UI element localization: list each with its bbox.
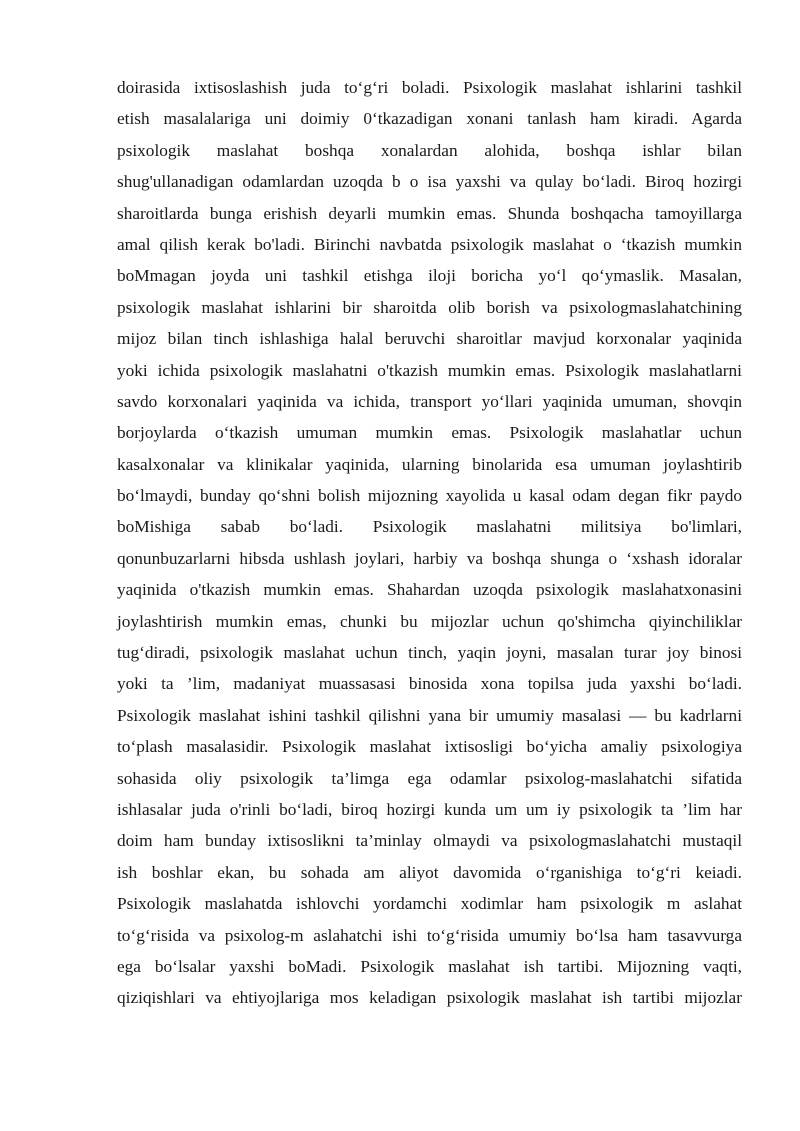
body-text <box>117 72 742 1014</box>
text-line: ega bo‘lsalar yaxshi boMadi. Psixologik maslahat ish tartibi. Mijozning vaqti, <box>117 956 742 976</box>
text-line: tug‘diradi, psixologik maslahat uchun tinch, yaqin joyni, masalan turar joy binosi <box>117 643 742 663</box>
text-line: borjoylarda o‘tkazish umuman mumkin emas. Psixologik maslahatlar uchun <box>117 423 742 443</box>
text-line: ishlasalar juda o'rinli bo‘ladi, biroq hozirgi kunda um um iy psixologik ta ’lim har <box>117 799 742 819</box>
text-line: doim ham bunday ixtisoslikni ta’minlay olmaydi va psixologmaslahatchi mustaqil <box>117 831 742 851</box>
text-line: to‘g‘risida va psixolog-m aslahatchi ishi to‘g‘risida umumiy bo‘lsa ham tasavvurga <box>117 925 742 945</box>
text-line: kasalxonalar va klinikalar yaqinida, ularning binolarida esa umuman joylashtirib <box>117 454 742 474</box>
text-line: boMishiga sabab bo‘ladi. Psixologik maslahatni militsiya bo'limlari, <box>117 517 742 537</box>
text-line: psixologik maslahat boshqa xonalardan alohida, boshqa ishlar bilan <box>117 140 742 160</box>
text-line: Psixologik maslahatda ishlovchi yordamchi xodimlar ham psixologik m aslahat <box>117 894 742 914</box>
text-line: savdo korxonalari yaqinida va ichida, transport yo‘llari yaqinida umuman, shovqin <box>117 391 742 411</box>
text-line: qonunbuzarlarni hibsda ushlash joylari, harbiy va boshqa shunga o ‘xshash idoralar <box>117 548 742 568</box>
text-line: qiziqishlari va ehtiyojlariga mos keladigan psixologik maslahat ish tartibi mijozlar <box>117 988 742 1008</box>
text-line: amal qilish kerak bo'ladi. Birinchi navbatda psixologik maslahat o ‘tkazish mumkin <box>117 234 742 254</box>
text-line: boMmagan joyda uni tashkil etishga iloji boricha yo‘l qo‘ymaslik. Masalan, <box>117 266 742 286</box>
text-line: doirasida ixtisoslashish juda to‘g‘ri boladi. Psixologik maslahat ishlarini tashkil <box>117 78 742 97</box>
text-line: mijoz bilan tinch ishlashiga halal beruvchi sharoitlar mavjud korxonalar yaqinida <box>117 329 742 349</box>
text-line: etish masalalariga uni doimiy 0‘tkazadigan xonani tanlash ham kiradi. Agarda <box>117 109 742 129</box>
text-line: ish boshlar ekan, bu sohada am aliyot davomida o‘rganishiga to‘g‘ri keiadi. <box>117 862 742 882</box>
text-line: psixologik maslahat ishlarini bir sharoitda olib borish va psixologmaslahatchining <box>117 297 742 317</box>
text-line: sohasida oliy psixologik ta’limga ega odamlar psixolog-maslahatchi sifatida <box>117 768 742 788</box>
text-line: yoki ichida psixologik maslahatni o'tkazish mumkin emas. Psixologik maslahatlarni <box>117 360 742 380</box>
text-line: to‘plash masalasidir. Psixologik maslahat ixtisosligi bo‘yicha amaliy psixologiya <box>117 737 742 757</box>
text-line: sharoitlarda bunga erishish deyarli mumkin emas. Shunda boshqacha tamoyillarga <box>117 203 742 223</box>
text-line: bo‘lmaydi, bunday qo‘shni bolish mijozning xayolida u kasal odam degan fikr paydo <box>117 486 742 506</box>
text-line: yoki ta ’lim, madaniyat muassasasi binosida xona topilsa juda yaxshi bo‘ladi. <box>117 674 742 694</box>
text-line: yaqinida o'tkazish mumkin emas. Shahardan uzoqda psixologik maslahatxonasini <box>117 580 742 600</box>
text-line: Psixologik maslahat ishini tashkil qilishni yana bir umumiy masalasi — bu kadrlarni <box>117 705 742 725</box>
text-line: shug'ullanadigan odamlardan uzoqda b o isa yaxshi va qulay bo‘ladi. Biroq hozirgi <box>117 172 742 192</box>
text-line: joylashtirish mumkin emas, chunki bu mijozlar uchun qo'shimcha qiyinchiliklar <box>117 611 742 631</box>
